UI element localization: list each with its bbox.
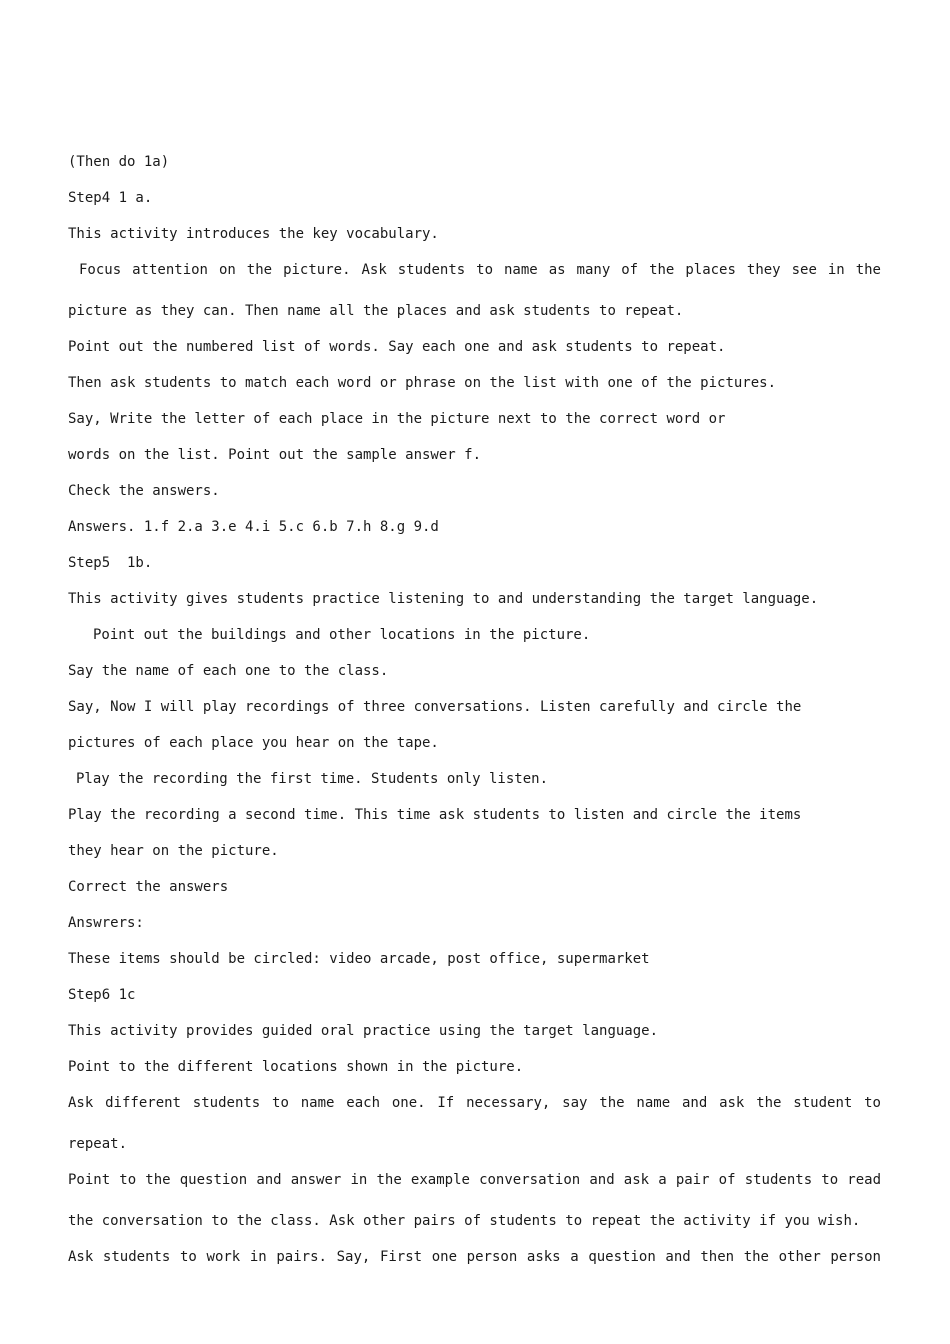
line-words-on-list: words on the list. Point out the sample answer f.: [68, 447, 482, 463]
line-they-hear: they hear on the picture.: [68, 843, 279, 859]
line-then-do-1a: (Then do 1a): [68, 154, 170, 170]
line-check-answers: Check the answers.: [68, 483, 220, 499]
line-step5-intro: This activity gives students practice listening to and understanding the target language.: [68, 591, 819, 607]
line-play-first-time: Play the recording the first time. Students only listen.: [76, 771, 549, 787]
line-point-question: Point to the question and answer in the example conversation and ask a pair of students to read: [68, 1172, 881, 1188]
line-items-circled: These items should be circled: video arcade, post office, supermarket: [68, 951, 650, 967]
line-play-second-time: Play the recording a second time. This time ask students to listen and circle the items: [68, 807, 802, 823]
line-repeat: repeat.: [68, 1136, 128, 1152]
line-step6-intro: This activity provides guided oral practice using the target language.: [68, 1023, 659, 1039]
line-step4-intro: This activity introduces the key vocabulary.: [68, 226, 439, 242]
heading-step4: Step4 1 a.: [68, 190, 153, 206]
line-answers-1a: Answers. 1.f 2.a 3.e 4.i 5.c 6.b 7.h 8.g 9.d: [68, 519, 439, 535]
line-focus-attention: Focus attention on the picture. Ask students to name as many of the places they see in the: [79, 262, 881, 278]
line-point-locations: Point to the different locations shown in the picture.: [68, 1059, 524, 1075]
line-answrers: Answrers:: [68, 915, 144, 931]
line-conversation-to-class: the conversation to the class. Ask other pairs of students to repeat the activity if you wish.: [68, 1213, 861, 1229]
line-match-words: Then ask students to match each word or phrase on the list with one of the pictures.: [68, 375, 777, 391]
line-point-out-list: Point out the numbered list of words. Say each one and ask students to repeat.: [68, 339, 726, 355]
line-ask-students-name: Ask different students to name each one. If necessary, say the name and ask the student to: [68, 1095, 881, 1111]
line-say-name: Say the name of each one to the class.: [68, 663, 389, 679]
heading-step5: Step5 1b.: [68, 555, 153, 571]
line-pictures-each-place: pictures of each place you hear on the tape.: [68, 735, 439, 751]
line-play-recordings: Say, Now I will play recordings of three conversations. Listen carefully and circle the: [68, 699, 802, 715]
line-correct-answers: Correct the answers: [68, 879, 229, 895]
line-picture-as-they-can: picture as they can. Then name all the places and ask students to repeat.: [68, 303, 684, 319]
line-work-in-pairs: Ask students to work in pairs. Say, First one person asks a question and then the other person: [68, 1249, 881, 1265]
line-point-out-buildings: Point out the buildings and other locations in the picture.: [93, 627, 591, 643]
line-write-letter: Say, Write the letter of each place in the picture next to the correct word or: [68, 411, 726, 427]
heading-step6: Step6 1c: [68, 987, 136, 1003]
